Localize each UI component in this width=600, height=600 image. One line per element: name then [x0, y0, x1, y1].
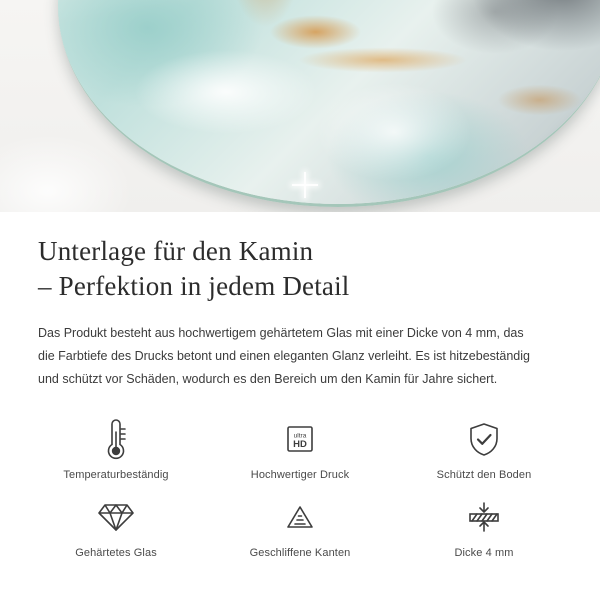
page-title-line-2: – Perfektion in jedem Detail [38, 271, 350, 301]
thermometer-icon [95, 417, 137, 461]
feature-item-thickness [392, 495, 576, 559]
page-title [38, 234, 538, 304]
glass-plate-product [58, 0, 600, 207]
thickness-icon [462, 495, 506, 539]
feature-item-edges [208, 495, 392, 559]
svg-text:ultra: ultra [293, 432, 307, 440]
feature-item-temperature [24, 417, 208, 481]
page-title-line-1: Unterlage für den Kamin [38, 236, 314, 266]
content-section [0, 212, 600, 559]
product-description: Das Produkt besteht aus hochwertigem gehärtetem Glas mit einer Dicke von 4 mm, das die Farbtiefe des Drucks betont und einen eleganten Glanz verleiht. Es ist hitzebeständig und schützt vor Schäden, wodurch es den Bereich um den Kamin für Jahre sichert. [38, 326, 530, 386]
diamond-icon [93, 495, 139, 539]
hero-image [0, 0, 600, 212]
feature-label: Hochwertiger Druck [250, 469, 350, 481]
feature-label: Dicke 4 mm [454, 547, 514, 559]
svg-text:HD: HD [293, 439, 307, 450]
feature-label: Gehärtetes Glas [75, 547, 157, 559]
feature-label: Geschliffene Kanten [249, 547, 351, 559]
feature-item-print [208, 417, 392, 481]
feature-label: Temperaturbeständig [63, 469, 169, 481]
feature-item-protection [392, 417, 576, 481]
feature-item-tempered-glass [24, 495, 208, 559]
marble-print-artwork [58, 0, 600, 204]
ultra-hd-icon [278, 417, 322, 461]
shield-check-icon [462, 417, 506, 461]
feature-grid [0, 417, 600, 559]
polished-edges-icon [278, 495, 322, 539]
feature-label: Schützt den Boden [436, 469, 532, 481]
